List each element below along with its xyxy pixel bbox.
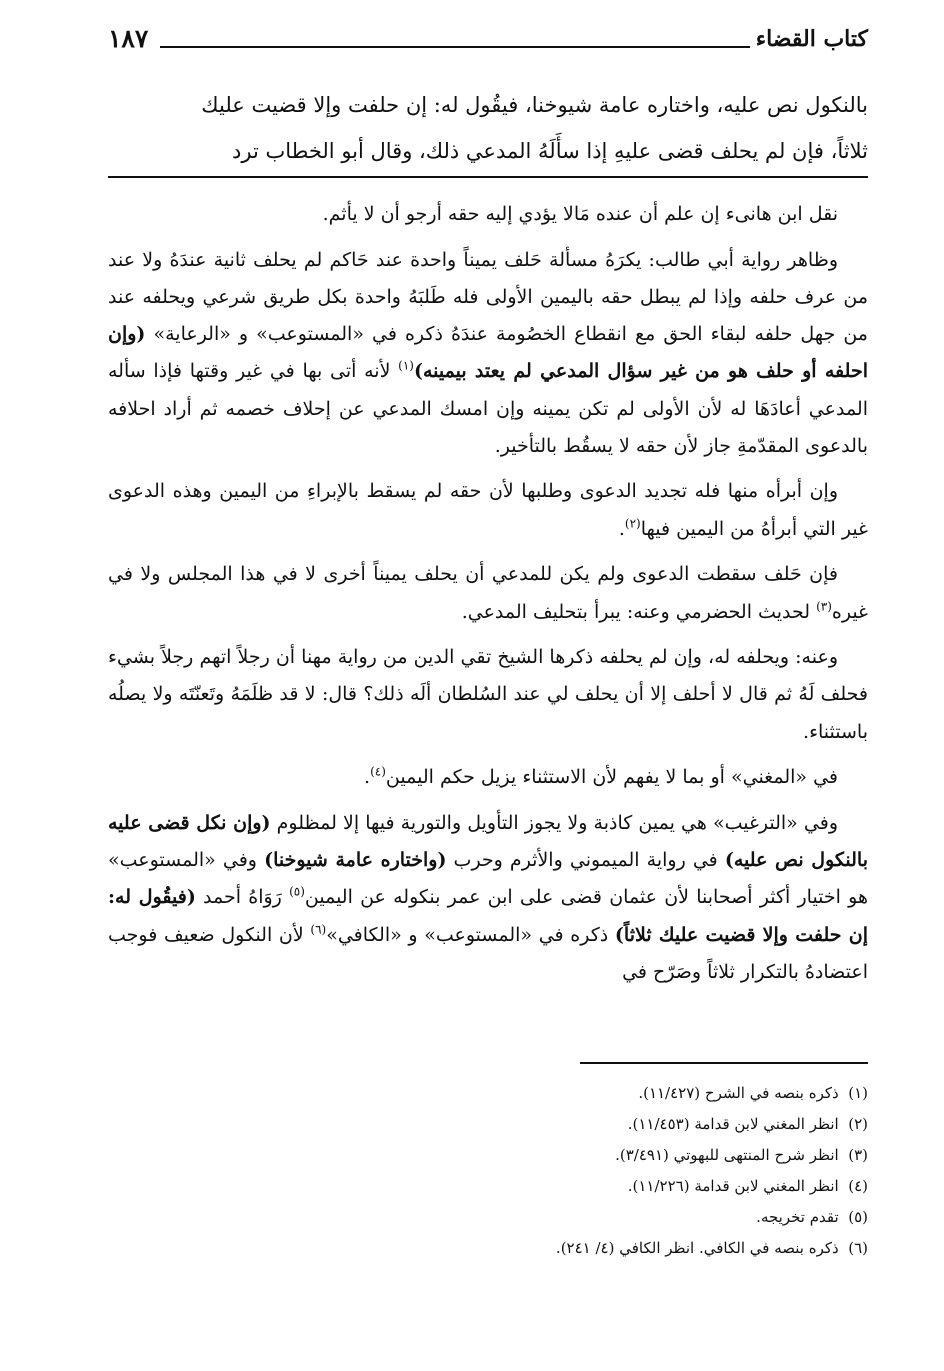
paragraph-text: وإن أبرأه منها فله تجديد الدعوى وطلبها لأن حقه لم يسقط بالإبراءِ من اليمين وهذه الدعوى غير التي أبرأهُ من اليمين فيها bbox=[108, 480, 868, 540]
paragraph-text: فإن حَلف سقطت الدعوى ولم يكن للمدعي أن يحلف يميناً أخرى لا في هذا المجلس ولا في غيره bbox=[108, 563, 868, 623]
paragraph-text: في «المغني» أو بما لا يفهم لأن الاستثناء يزيل حكم اليمين bbox=[385, 766, 838, 789]
footnote-text: ذكره بنصه في الشرح (١١/٤٢٧). bbox=[638, 1084, 839, 1102]
footnote-marker: (٢) bbox=[624, 516, 641, 531]
paragraph-text: رَوَاهُ أحمد bbox=[195, 886, 290, 909]
footnote-number: (٥) bbox=[848, 1208, 868, 1226]
quoted-main-text: (وإن احلفه أو حلف هو من غير سؤال المدعي لم يعتد بيمينه) bbox=[108, 323, 868, 383]
footnote-text: انظر المغني لابن قدامة (١١/٢٢٦). bbox=[627, 1177, 839, 1195]
footnote-marker: (٣) bbox=[816, 599, 832, 614]
quoted-main-text: (واختاره عامة شيوخنا) bbox=[264, 849, 447, 872]
paragraph-text: . bbox=[618, 517, 625, 540]
commentary-paragraph bbox=[108, 759, 868, 796]
footnote-number: (٦) bbox=[848, 1239, 868, 1257]
paragraph-text: لأنه أتى بها في غير وقتها فإذا سأله المدعي أعادَهَا له لأن الأولى لم تكن يمينه وإن امسك المدعي عن إحلاف خصمه ثم أراد احلافه بالدعوى المقدّمةِ جاز لأن حقه لا يسقُط بالتأخير. bbox=[108, 360, 868, 457]
paragraph-text: في رواية الميموني والأثرم وحرب bbox=[446, 849, 725, 872]
paragraph-text: ذكره في «المستوعب» و «الكافي» bbox=[326, 923, 615, 946]
commentary bbox=[108, 196, 868, 1000]
commentary-paragraph bbox=[108, 242, 868, 465]
footnote-text: ذكره بنصه في الكافي. انظر الكافي (٤/ ٢٤١). bbox=[555, 1239, 839, 1257]
footnote-number: (٢) bbox=[848, 1115, 868, 1133]
commentary-paragraph: نقل ابن هانىء إن علم أن عنده مَالا يؤدي إليه حقه أرجو أن لا يأثم. bbox=[322, 203, 838, 225]
paragraph-text: لحديث الحضرمي وعنه: يبرأ بتحليف المدعي. bbox=[461, 600, 817, 623]
paragraph-text: لأن النكول ضعيف فوجب اعتضادهُ بالتكرار ثلاثاً وصَرّح في bbox=[108, 923, 868, 983]
commentary-paragraph: وعنه: ويحلفه له، وإن لم يحلفه ذكرها الشيخ تقي الدين من رواية مهنا أن رجلاً اتهم رجلاً بشيء فحلف لَهُ ثم قال لا أحلف إلا أن يحلف لي عند السُلطان ألَه ذلك؟ قال: لا قد ظلَمَهُ وتَعنّتَه ولا يصلُه باستثناء. bbox=[108, 646, 868, 743]
footnote-separator bbox=[580, 1062, 868, 1064]
paragraph-text: وفي «المستوعب» هو اختيار أكثر أصحابنا لأن عثمان قضى على ابن عمر بنكوله عن اليمين bbox=[108, 849, 868, 909]
main-text-separator bbox=[108, 176, 868, 178]
footnote-text: تقدم تخريجه. bbox=[756, 1208, 839, 1226]
footnotes bbox=[108, 1078, 868, 1264]
paragraph-text: وفي «الترغيب» هي يمين كاذبة ولا يجوز التأويل والتورية فيها إلا لمظلوم bbox=[270, 812, 839, 835]
footnote bbox=[108, 1171, 868, 1202]
header-rule bbox=[160, 46, 750, 48]
footnote-number: (١) bbox=[848, 1084, 868, 1102]
footnote bbox=[108, 1109, 868, 1140]
footnote bbox=[108, 1202, 868, 1233]
footnote-marker: (١) bbox=[398, 358, 414, 373]
page-header bbox=[108, 22, 868, 58]
page-number: ١٨٧ bbox=[108, 24, 149, 53]
paragraph-text: . bbox=[364, 766, 371, 789]
footnote bbox=[108, 1140, 868, 1171]
main-text-line: ثلاثاً، فإن لم يحلف قضى عليهِ إذا سأَلَهُ المدعي ذلك، وقال أبو الخطاب ترد bbox=[232, 139, 868, 163]
commentary-paragraph bbox=[108, 556, 868, 630]
footnote-number: (٤) bbox=[848, 1177, 868, 1195]
main-text bbox=[108, 82, 868, 174]
chapter-title: كتاب القضاء bbox=[755, 26, 868, 52]
footnote-marker: (٤) bbox=[370, 765, 386, 780]
footnote-text: انظر شرح المنتهى للبهوتي (٣/٤٩١). bbox=[615, 1146, 839, 1164]
footnote bbox=[108, 1233, 868, 1264]
quoted-main-text: (فيقُول له: إن حلفت وإلا قضيت عليك ثلاثاً) bbox=[108, 886, 868, 946]
main-text-line: بالنكول نص عليه، واختاره عامة شيوخنا، فيقُول له: إن حلفت وإلا قضيت عليك bbox=[201, 93, 868, 117]
commentary-paragraph bbox=[108, 805, 868, 991]
footnote-marker: (٦) bbox=[310, 922, 327, 937]
quoted-main-text: (وإن نكل قضى عليه بالنكول نص عليه) bbox=[108, 812, 869, 872]
footnote-number: (٣) bbox=[848, 1146, 868, 1164]
footnote-text: انظر المغني لابن قدامة (١١/٤٥٣). bbox=[627, 1115, 839, 1133]
paragraph-text: وظاهر رواية أبي طالب: يكرَهُ مسألة حَلف يميناً واحدة عند حَاكم لم يحلف ثانية عندَهُ ولا عند من عرف حلفه وإذا لم يبطل حقه باليمين الأولى فله طَلبَهُ واحدة بكل طريق شرعي ويحلفه عند من جهل حلفه لبقاء الحق مع انقطاع الخصُومة عندَهُ ذكره في «المستوعب» و «الرعاية» bbox=[108, 248, 868, 346]
commentary-paragraph bbox=[108, 473, 868, 547]
footnote bbox=[108, 1078, 868, 1109]
footnote-marker: (٥) bbox=[289, 885, 305, 900]
